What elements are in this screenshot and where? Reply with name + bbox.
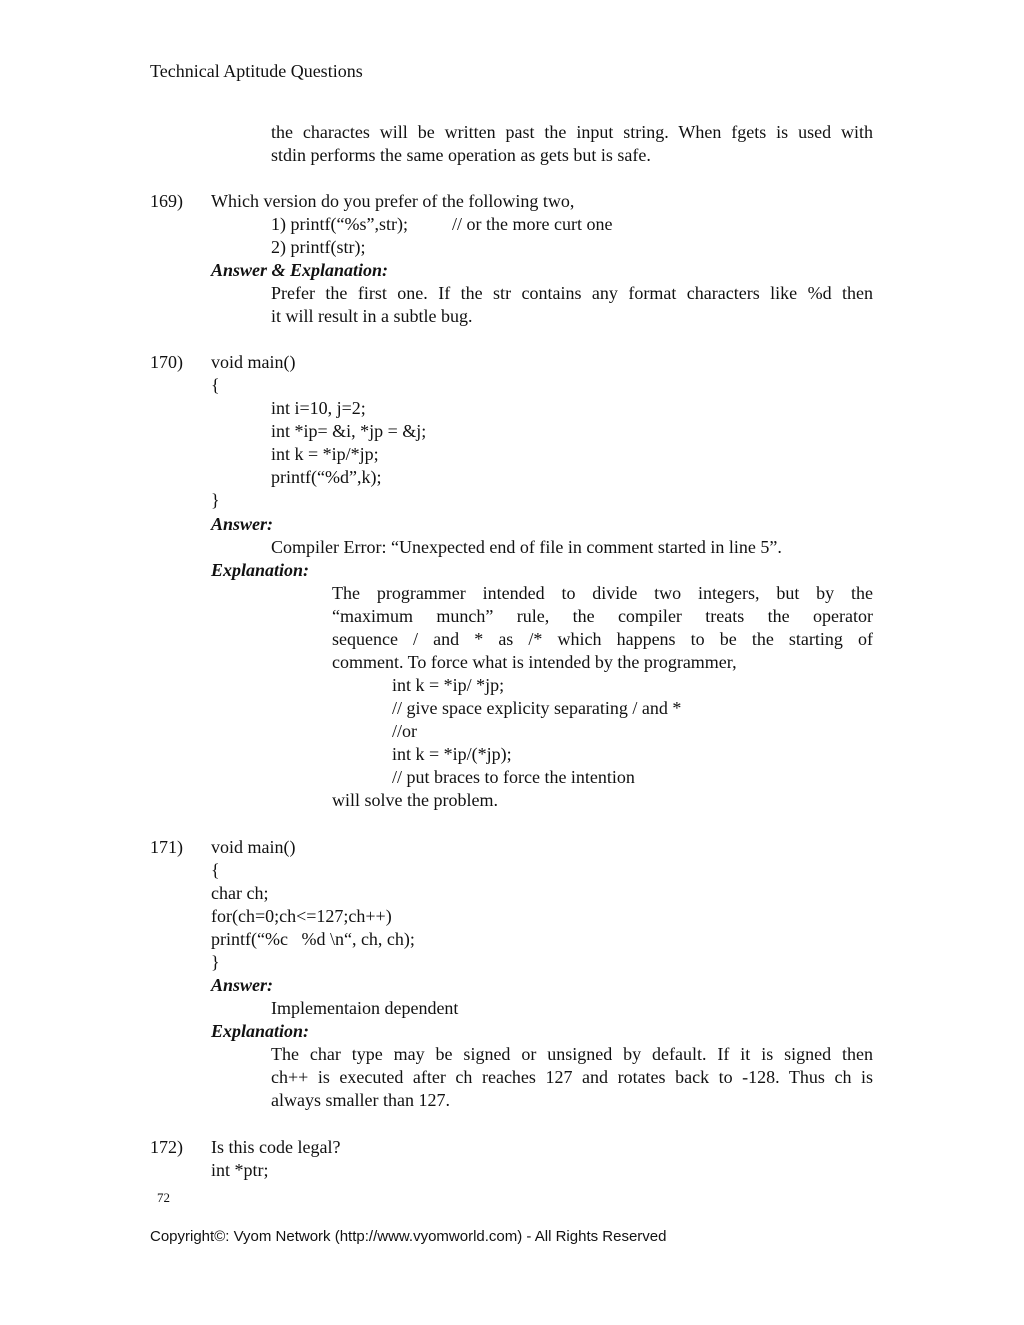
q169-answer-heading: Answer & Explanation: [211,260,389,280]
q172-code-line: int *ptr; [211,1160,269,1180]
q170-code-line: } [211,490,220,510]
q171-code-line: void main() [211,837,296,857]
q171-code-line: for(ch=0;ch<=127;ch++) [211,906,392,926]
q171-code-line: { [211,860,220,880]
q171-answer-heading: Answer: [211,975,274,995]
q170-explanation-line: The programmer intended to divide two integers, but by the [332,583,873,603]
q170-code-line: void main() [211,352,296,372]
q170-code-line: int *ip= &i, *jp = &j; [271,421,427,441]
q171-explanation-line: always smaller than 127. [271,1090,450,1110]
q170-fix-line: // give space explicity separating / and * [392,698,682,718]
q171-code-line: char ch; [211,883,269,903]
q170-closing: will solve the problem. [332,790,498,810]
intro-line: stdin performs the same operation as gets but is safe. [271,145,651,165]
q170-explanation-line: sequence / and * as /* which happens to be the starting of [332,629,873,649]
q170-explanation-heading: Explanation: [211,560,310,580]
q170-code-line: int k = *ip/*jp; [271,444,379,464]
q169-number: 169) [150,191,183,211]
page-header-title: Technical Aptitude Questions [150,61,363,81]
q170-fix-line: int k = *ip/(*jp); [392,744,512,764]
q171-answer: Implementaion dependent [271,998,459,1018]
q169-option-2: 2) printf(str); [271,237,366,257]
q169-answer-line: it will result in a subtle bug. [271,306,473,326]
q170-answer-heading: Answer: [211,514,274,534]
q170-code-line: int i=10, j=2; [271,398,366,418]
q170-fix-line: //or [392,721,417,741]
q169-answer-line: Prefer the first one. If the str contains any format characters like %d then [271,283,873,303]
q170-number: 170) [150,352,183,372]
q169-option-1-comment: // or the more curt one [452,214,613,234]
q171-code-line: printf(“%c %d \n“, ch, ch); [211,929,415,949]
q170-code-line: printf(“%d”,k); [271,467,382,487]
page-number: 72 [157,1190,170,1205]
q172-number: 172) [150,1137,183,1157]
q170-explanation-line: comment. To force what is intended by the programmer, [332,652,737,672]
q172-question: Is this code legal? [211,1137,341,1157]
q170-fix-line: int k = *ip/ *jp; [392,675,505,695]
q169-question: Which version do you prefer of the following two, [211,191,575,211]
intro-line: the charactes will be written past the input string. When fgets is used with [271,122,873,142]
q171-explanation-line: ch++ is executed after ch reaches 127 and rotates back to -128. Thus ch is [271,1067,873,1087]
copyright-notice: Copyright©: Vyom Network (http://www.vyomworld.com) - All Rights Reserved [150,1228,667,1245]
q170-answer: Compiler Error: “Unexpected end of file in comment started in line 5”. [271,537,782,557]
q170-fix-line: // put braces to force the intention [392,767,635,787]
q171-code-line: } [211,952,220,972]
q171-explanation-heading: Explanation: [211,1021,310,1041]
q171-explanation-line: The char type may be signed or unsigned by default. If it is signed then [271,1044,873,1064]
q170-explanation-line: “maximum munch” rule, the compiler treats the operator [332,606,873,626]
q171-number: 171) [150,837,183,857]
q169-option-1: 1) printf(“%s”,str); [271,214,408,234]
q170-code-line: { [211,375,220,395]
